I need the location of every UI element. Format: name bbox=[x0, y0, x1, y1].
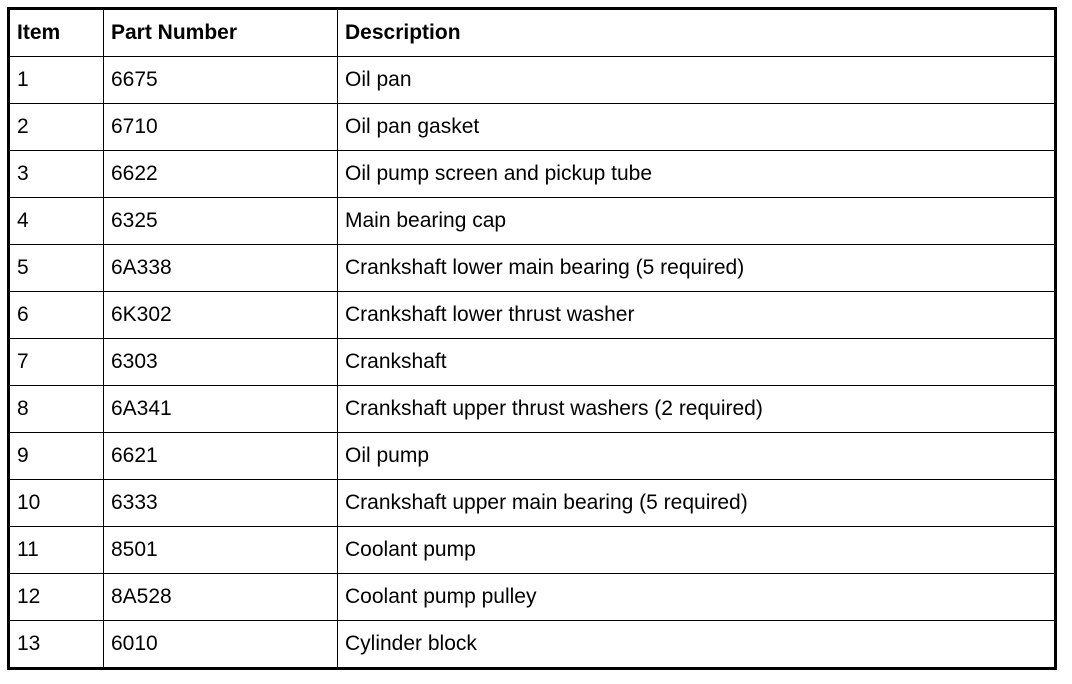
table-row bbox=[9, 292, 1056, 339]
table-row bbox=[9, 621, 1056, 669]
header-part-number: Part Number bbox=[104, 9, 338, 57]
cell-part-number: 6325 bbox=[104, 198, 338, 245]
cell-description: Crankshaft upper thrust washers (2 required) bbox=[338, 386, 1056, 433]
cell-item: 13 bbox=[9, 621, 104, 669]
cell-description: Crankshaft upper main bearing (5 required) bbox=[338, 480, 1056, 527]
cell-item: 10 bbox=[9, 480, 104, 527]
cell-part-number: 6621 bbox=[104, 433, 338, 480]
cell-item: 11 bbox=[9, 527, 104, 574]
cell-description: Crankshaft bbox=[338, 339, 1056, 386]
table-row bbox=[9, 151, 1056, 198]
cell-description: Main bearing cap bbox=[338, 198, 1056, 245]
header-description: Description bbox=[338, 9, 1056, 57]
cell-part-number: 6A341 bbox=[104, 386, 338, 433]
cell-item: 2 bbox=[9, 104, 104, 151]
cell-item: 12 bbox=[9, 574, 104, 621]
cell-part-number: 6622 bbox=[104, 151, 338, 198]
cell-part-number: 6K302 bbox=[104, 292, 338, 339]
table-body bbox=[9, 57, 1056, 669]
table-row bbox=[9, 480, 1056, 527]
cell-item: 1 bbox=[9, 57, 104, 104]
table-row bbox=[9, 386, 1056, 433]
cell-description: Oil pan bbox=[338, 57, 1056, 104]
table-row bbox=[9, 198, 1056, 245]
cell-item: 3 bbox=[9, 151, 104, 198]
cell-description: Crankshaft lower thrust washer bbox=[338, 292, 1056, 339]
cell-part-number: 6675 bbox=[104, 57, 338, 104]
table-row bbox=[9, 104, 1056, 151]
cell-part-number: 6710 bbox=[104, 104, 338, 151]
cell-item: 5 bbox=[9, 245, 104, 292]
cell-part-number: 6A338 bbox=[104, 245, 338, 292]
cell-description: Oil pump bbox=[338, 433, 1056, 480]
cell-description: Coolant pump pulley bbox=[338, 574, 1056, 621]
table-row bbox=[9, 339, 1056, 386]
cell-part-number: 8501 bbox=[104, 527, 338, 574]
cell-description: Crankshaft lower main bearing (5 required) bbox=[338, 245, 1056, 292]
table-row bbox=[9, 57, 1056, 104]
header-row bbox=[9, 9, 1056, 57]
cell-description: Oil pump screen and pickup tube bbox=[338, 151, 1056, 198]
cell-description: Oil pan gasket bbox=[338, 104, 1056, 151]
cell-part-number: 6333 bbox=[104, 480, 338, 527]
cell-part-number: 6303 bbox=[104, 339, 338, 386]
table-row bbox=[9, 245, 1056, 292]
parts-table bbox=[7, 7, 1057, 670]
cell-description: Cylinder block bbox=[338, 621, 1056, 669]
cell-description: Coolant pump bbox=[338, 527, 1056, 574]
cell-item: 6 bbox=[9, 292, 104, 339]
table-row bbox=[9, 574, 1056, 621]
cell-part-number: 6010 bbox=[104, 621, 338, 669]
cell-item: 4 bbox=[9, 198, 104, 245]
cell-item: 9 bbox=[9, 433, 104, 480]
cell-item: 8 bbox=[9, 386, 104, 433]
table-row bbox=[9, 527, 1056, 574]
table-header bbox=[9, 9, 1056, 57]
cell-part-number: 8A528 bbox=[104, 574, 338, 621]
cell-item: 7 bbox=[9, 339, 104, 386]
table-row bbox=[9, 433, 1056, 480]
header-item: Item bbox=[9, 9, 104, 57]
